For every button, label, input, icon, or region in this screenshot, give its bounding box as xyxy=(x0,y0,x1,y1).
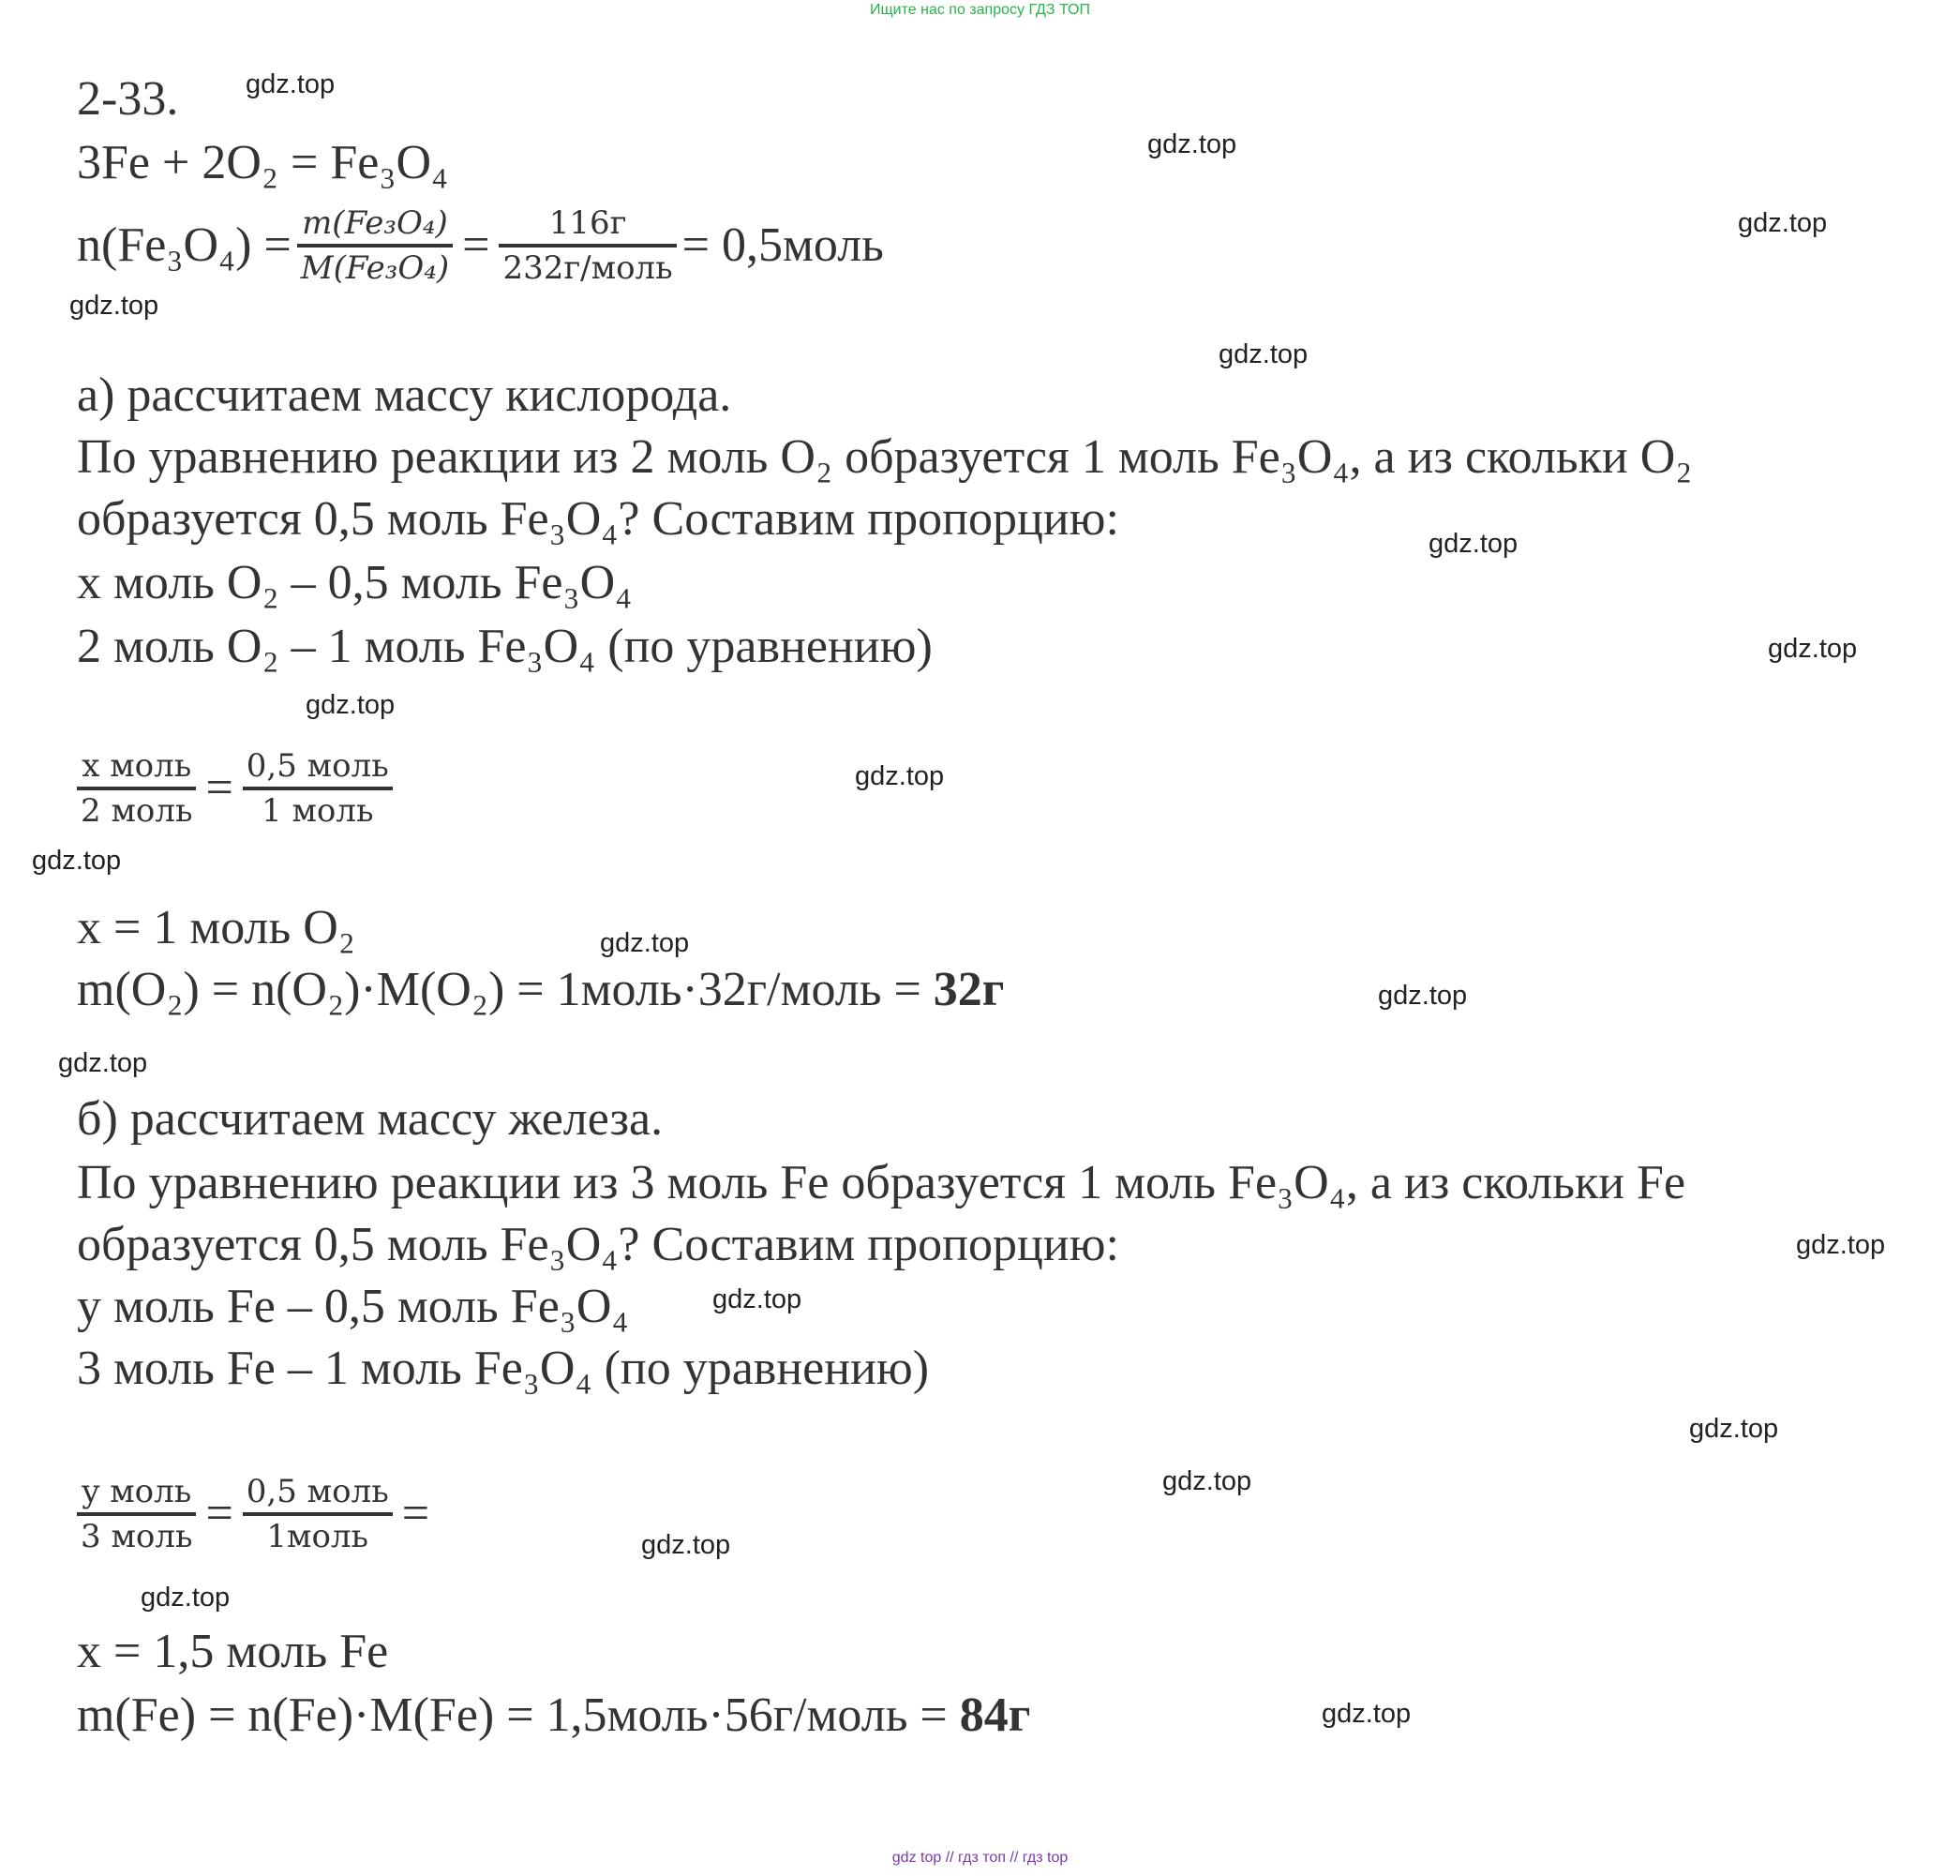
equals-sign: = xyxy=(462,218,490,272)
watermark: gdz.top xyxy=(712,1284,802,1314)
part-b-mass-calculation xyxy=(77,1688,1030,1744)
watermark: gdz.top xyxy=(1147,129,1237,159)
mass-formula: m(Fe) = n(Fe)·M(Fe) = 1,5моль·56г/моль = xyxy=(77,1688,960,1742)
watermark: gdz.top xyxy=(1322,1699,1412,1729)
part-a-proportion-equation xyxy=(77,737,398,840)
part-b-result-x: x = 1,5 моль Fe xyxy=(77,1625,389,1678)
fraction-denominator: 232г/моль xyxy=(502,249,673,287)
watermark: gdz.top xyxy=(32,846,122,876)
proportion-fraction-right xyxy=(243,1471,393,1557)
proportion-fraction-left xyxy=(77,745,196,832)
part-a-result-x: x = 1 моль O₂ xyxy=(77,901,355,954)
fraction-numerator: 0,5 моль xyxy=(246,747,389,785)
part-b-proportion-1: y моль Fe – 0,5 моль Fe₃O₄ xyxy=(77,1280,629,1333)
watermark: gdz.top xyxy=(1378,981,1468,1011)
watermark: gdz.top xyxy=(1689,1414,1779,1444)
top-banner: Ищите нас по запросу ГДЗ ТОП xyxy=(870,2,1090,18)
watermark: gdz.top xyxy=(600,928,690,958)
watermark: gdz.top xyxy=(1429,529,1519,559)
moles-formula-left: n(Fe₃O₄) = xyxy=(77,218,292,272)
proportion-fraction-left xyxy=(77,1471,196,1557)
watermark: gdz.top xyxy=(1162,1466,1252,1496)
watermark: gdz.top xyxy=(855,761,945,791)
moles-formula xyxy=(77,199,884,293)
mass-answer: 84г xyxy=(959,1688,1031,1742)
fraction-numerator: x моль xyxy=(82,747,192,785)
watermark: gdz.top xyxy=(641,1530,731,1560)
fraction-denominator: 2 моль xyxy=(81,792,193,830)
problem-number: 2-33. xyxy=(77,72,179,126)
equals-sign: = xyxy=(205,1487,233,1540)
fraction-denominator: 1моль xyxy=(266,1518,369,1555)
fraction-denominator: 3 моль xyxy=(81,1518,193,1555)
reaction-equation: 3Fe + 2O₂ = Fe₃O₄ xyxy=(77,136,449,189)
part-a-text-1: По уравнению реакции из 2 моль O₂ образуется 1 моль Fe₃O₄, а из скольки O₂ xyxy=(77,430,1693,484)
molar-ratio-fraction xyxy=(297,203,453,289)
watermark: gdz.top xyxy=(1219,339,1309,369)
value-fraction xyxy=(499,203,676,289)
watermark: gdz.top xyxy=(1768,634,1858,664)
part-b-heading: б) рассчитаем массу железа. xyxy=(77,1092,664,1146)
watermark: gdz.top xyxy=(58,1048,148,1078)
watermark: gdz.top xyxy=(69,291,159,321)
part-a-proportion-1: x моль O₂ – 0,5 моль Fe₃O₄ xyxy=(77,556,633,609)
part-a-mass-calculation xyxy=(77,962,1004,1018)
part-a-proportion-2: 2 моль O₂ – 1 моль Fe₃O₄ (по уравнению) xyxy=(77,620,933,673)
mass-formula: m(O₂) = n(O₂)·M(O₂) = 1моль·32г/моль = xyxy=(77,963,934,1016)
watermark: gdz.top xyxy=(1796,1230,1886,1260)
mass-answer: 32г xyxy=(933,963,1005,1016)
fraction-denominator: M(Fe₃O₄) xyxy=(300,249,450,287)
fraction-numerator: 116г xyxy=(548,204,627,242)
part-b-proportion-equation xyxy=(77,1463,433,1566)
part-b-proportion-2: 3 моль Fe – 1 моль Fe₃O₄ (по уравнению) xyxy=(77,1342,930,1395)
part-a-text-2: образуется 0,5 моль Fe₃O₄? Составим пропорцию: xyxy=(77,492,1119,546)
part-b-text-2: образуется 0,5 моль Fe₃O₄? Составим пропорцию: xyxy=(77,1218,1119,1271)
fraction-denominator: 1 моль xyxy=(262,792,374,830)
fraction-numerator: m(Fe₃O₄) xyxy=(302,204,448,242)
equals-sign: = xyxy=(205,761,233,815)
fraction-numerator: 0,5 моль xyxy=(246,1473,389,1510)
part-a-heading: а) рассчитаем массу кислорода. xyxy=(77,368,732,422)
part-b-text-1: По уравнению реакции из 3 моль Fe образуется 1 моль Fe₃O₄, а из скольки Fe xyxy=(77,1156,1686,1209)
watermark: gdz.top xyxy=(141,1583,231,1613)
equals-sign: = xyxy=(401,1487,430,1540)
watermark: gdz.top xyxy=(306,690,396,720)
watermark: gdz.top xyxy=(1738,208,1828,238)
bottom-banner: gdz top // гдз топ // гдз top xyxy=(891,1850,1069,1866)
proportion-fraction-right xyxy=(243,745,393,832)
moles-result: = 0,5моль xyxy=(681,218,884,272)
fraction-numerator: y моль xyxy=(82,1473,192,1510)
watermark: gdz.top xyxy=(246,69,336,99)
